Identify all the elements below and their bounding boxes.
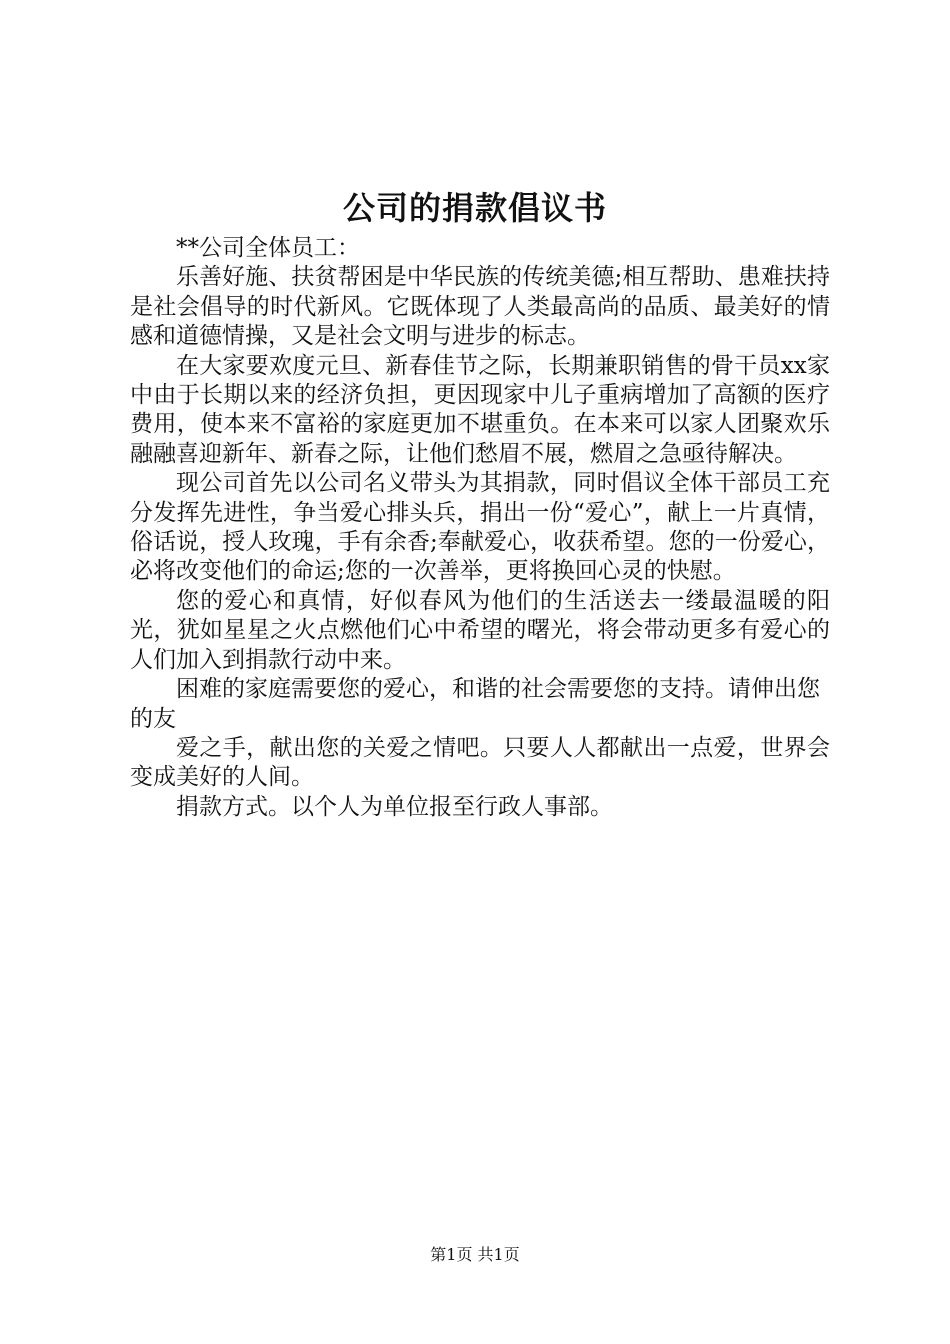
paragraph: 爱之手，献出您的关爱之情吧。只要人人都献出一点爱，世界会变成美好的人间。 <box>130 734 830 791</box>
salutation: **公司全体员工： <box>176 235 360 261</box>
paragraph: 在大家要欢度元旦、新春佳节之际，长期兼职销售的骨干员xx家中由于长期以来的经济负担，更因现家中儿子重病增加了高额的医疗费用，使本来不富裕的家庭更加不堪重负。在本来可以家人团聚欢乐融融喜迎新年、新春之际，让他们愁眉不展，燃眉之急亟待解决。 <box>130 352 830 467</box>
page-footer: 第1页 共1页 <box>430 1245 520 1264</box>
paragraph: 困难的家庭需要您的爱心，和谐的社会需要您的支持。请伸出您的友 <box>130 676 820 732</box>
document-body <box>130 234 830 822</box>
paragraph: 捐款方式。以个人为单位报至行政人事部。 <box>176 793 613 820</box>
document-title: 公司的捐款倡议书 <box>342 189 607 227</box>
paragraph: 现公司首先以公司名义带头为其捐款，同时倡议全体干部员工充分发挥先进性，争当爱心排头兵，捐出一份“爱心”，献上一片真情，俗话说，授人玫瑰，手有余香;奉献爱心，收获希望。您的一份爱心，必将改变他们的命运;您的一次善举，更将换回心灵的快慰。 <box>130 470 830 585</box>
paragraph: 您的爱心和真情，好似春风为他们的生活送去一缕最温暖的阳光，犹如星星之火点燃他们心中希望的曙光，将会带动更多有爱心的人们加入到捐款行动中来。 <box>130 587 830 673</box>
paragraph: 乐善好施、扶贫帮困是中华民族的传统美德;相互帮助、患难扶持是社会倡导的时代新风。它既体现了人类最高尚的品质、最美好的情感和道德情操，又是社会文明与进步的标志。 <box>130 264 830 350</box>
